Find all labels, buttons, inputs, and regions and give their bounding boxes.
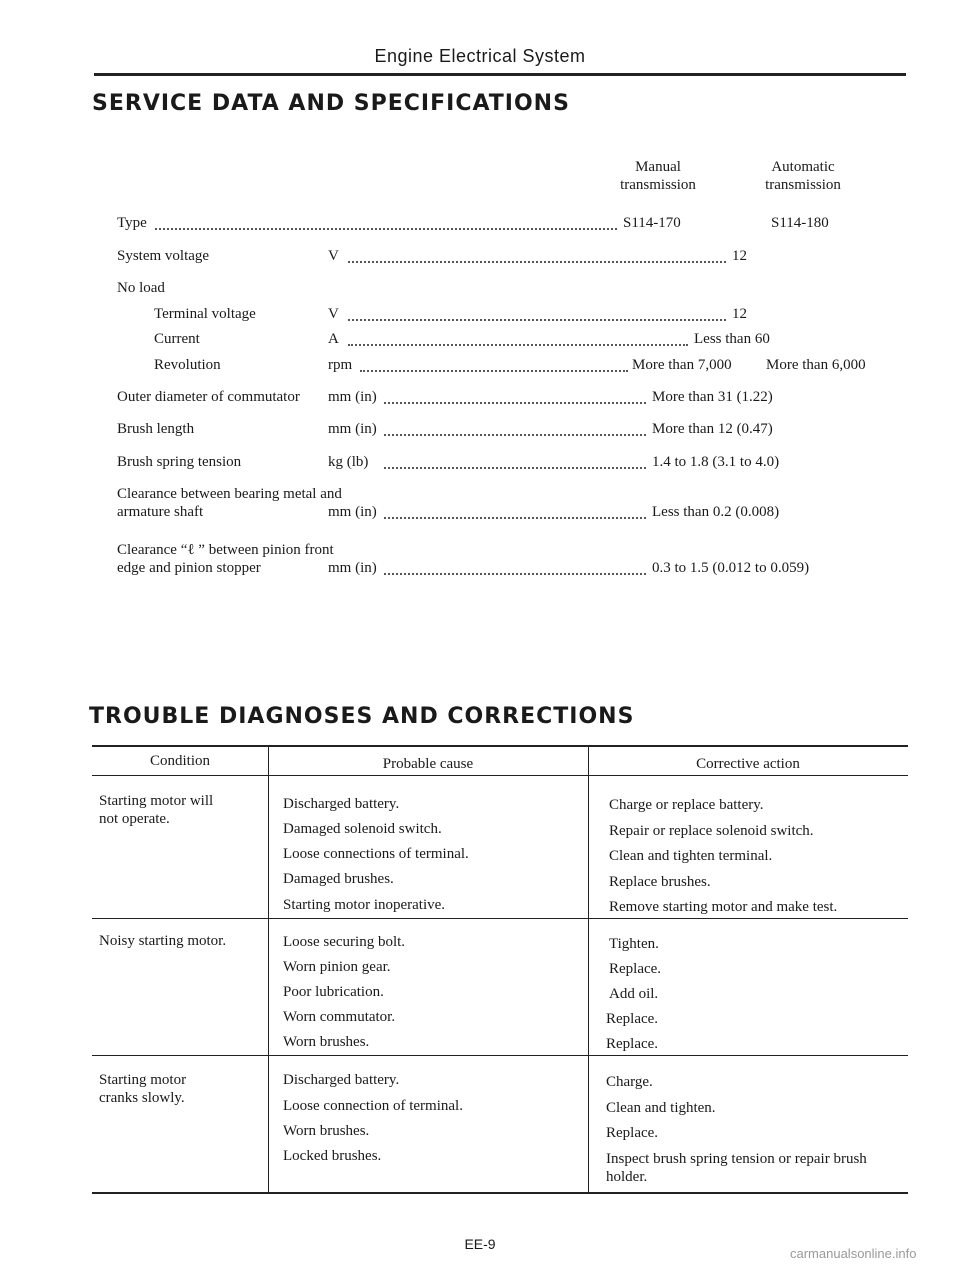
spec-label-clearance-bearing-line2: armature shaft: [117, 504, 204, 520]
cause-item: Discharged battery.: [283, 796, 400, 812]
column-header-automatic: Automatic transmission: [765, 159, 841, 193]
spec-unit-brush-length: mm (in): [328, 421, 377, 437]
spec-unit-revolution: rpm: [328, 357, 353, 373]
cause-item: Damaged brushes.: [283, 871, 394, 887]
spec-label-brush-spring: Brush spring tension: [117, 454, 242, 470]
cause-item: Discharged battery.: [283, 1072, 400, 1088]
page-header-title: Engine Electrical System: [374, 46, 586, 66]
leader-dots: [348, 309, 726, 321]
action-item: Replace brushes.: [609, 874, 711, 890]
leader-dots: [155, 218, 617, 230]
cause-item: Starting motor inoperative.: [283, 897, 446, 913]
action-item: Add oil.: [609, 986, 659, 1002]
table-column-divider: [268, 745, 269, 1194]
spec-label-outer-diameter: Outer diameter of commutator: [117, 389, 300, 405]
column-header-manual: Manual transmission: [620, 159, 696, 193]
spec-value-brush-length: More than 12 (0.47): [652, 421, 773, 437]
action-item: Replace.: [609, 961, 662, 977]
action-item: Clean and tighten terminal.: [609, 848, 773, 864]
action-item: Replace.: [606, 1036, 659, 1052]
spec-unit-clearance-pinion: mm (in): [328, 560, 377, 576]
table-row-divider: [92, 918, 908, 919]
leader-dots: [348, 251, 726, 263]
cause-item: Loose securing bolt.: [283, 934, 406, 950]
spec-label-clearance-pinion-line2: edge and pinion stopper: [117, 560, 261, 576]
cause-item: Worn pinion gear.: [283, 959, 391, 975]
spec-unit-clearance-bearing: mm (in): [328, 504, 377, 520]
table-header-action: Corrective action: [696, 756, 800, 772]
action-item: Replace.: [606, 1011, 659, 1027]
spec-value-type-manual: S114-170: [623, 215, 681, 231]
spec-label-revolution: Revolution: [154, 357, 221, 373]
cause-item: Loose connections of terminal.: [283, 846, 469, 862]
cause-item: Worn brushes.: [283, 1123, 370, 1139]
action-item: Inspect brush spring tension or repair brush: [606, 1151, 867, 1167]
spec-value-type-auto: S114-180: [771, 215, 829, 231]
action-item: Repair or replace solenoid switch.: [609, 823, 814, 839]
spec-value-clearance-pinion: 0.3 to 1.5 (0.012 to 0.059): [652, 560, 810, 576]
spec-value-system-voltage: 12: [732, 248, 747, 264]
table-column-divider: [588, 745, 589, 1194]
page-number: EE-9: [464, 1236, 496, 1252]
condition-cell: Noisy starting motor.: [99, 933, 227, 949]
leader-dots: [384, 457, 646, 469]
spec-value-brush-spring: 1.4 to 1.8 (3.1 to 4.0): [652, 454, 780, 470]
leader-dots: [384, 392, 646, 404]
spec-label-clearance-pinion-line1: Clearance “ℓ ” between pinion front: [117, 542, 334, 558]
action-item: Remove starting motor and make test.: [609, 899, 838, 915]
leader-dots: [384, 507, 646, 519]
cause-item: Poor lubrication.: [283, 984, 384, 1000]
spec-label-type: Type: [117, 215, 147, 231]
spec-label-no-load: No load: [117, 280, 165, 296]
action-item: Charge or replace battery.: [609, 797, 764, 813]
spec-value-revolution-auto: More than 6,000: [766, 357, 866, 373]
cause-item: Loose connection of terminal.: [283, 1098, 463, 1114]
table-header-rule: [92, 775, 908, 776]
spec-value-terminal-voltage: 12: [732, 306, 747, 322]
spec-value-clearance-bearing: Less than 0.2 (0.008): [652, 504, 780, 520]
leader-dots: [360, 360, 628, 372]
table-header-cause: Probable cause: [382, 756, 474, 772]
spec-unit-terminal-voltage: V: [328, 306, 339, 322]
table-header-condition: Condition: [149, 753, 210, 769]
header-rule: [94, 73, 906, 76]
action-item: Tighten.: [609, 936, 659, 952]
cause-item: Worn commutator.: [283, 1009, 396, 1025]
spec-value-revolution-manual: More than 7,000: [632, 357, 732, 373]
action-item: Charge.: [606, 1074, 653, 1090]
leader-dots: [384, 563, 646, 575]
action-item: Clean and tighten.: [606, 1100, 716, 1116]
spec-unit-brush-spring: kg (lb): [328, 454, 369, 470]
cause-item: Locked brushes.: [283, 1148, 382, 1164]
spec-label-system-voltage: System voltage: [117, 248, 210, 264]
cause-item: Worn brushes.: [283, 1034, 370, 1050]
table-top-rule: [92, 745, 908, 747]
spec-label-terminal-voltage: Terminal voltage: [154, 306, 256, 322]
action-item: Replace.: [606, 1125, 659, 1141]
spec-section-title: SERVICE DATA AND SPECIFICATIONS: [92, 91, 570, 116]
cause-item: Damaged solenoid switch.: [283, 821, 442, 837]
spec-unit-current: A: [328, 331, 339, 347]
action-item: holder.: [606, 1169, 648, 1185]
spec-label-current: Current: [154, 331, 200, 347]
spec-value-outer-diameter: More than 31 (1.22): [652, 389, 773, 405]
spec-label-clearance-bearing-line1: Clearance between bearing metal and: [117, 486, 342, 502]
leader-dots: [348, 334, 688, 346]
spec-unit-outer-diameter: mm (in): [328, 389, 377, 405]
condition-cell: Starting motor cranks slowly.: [99, 1072, 187, 1106]
spec-unit-system-voltage: V: [328, 248, 339, 264]
table-row-divider: [92, 1055, 908, 1056]
trouble-section-title: TROUBLE DIAGNOSES AND CORRECTIONS: [89, 704, 635, 729]
spec-label-brush-length: Brush length: [117, 421, 195, 437]
leader-dots: [384, 424, 646, 436]
spec-value-current: Less than 60: [694, 331, 770, 347]
table-bottom-rule: [92, 1192, 908, 1194]
condition-cell: Starting motor will not operate.: [99, 793, 214, 827]
watermark: carmanualsonline.info: [790, 1246, 917, 1261]
